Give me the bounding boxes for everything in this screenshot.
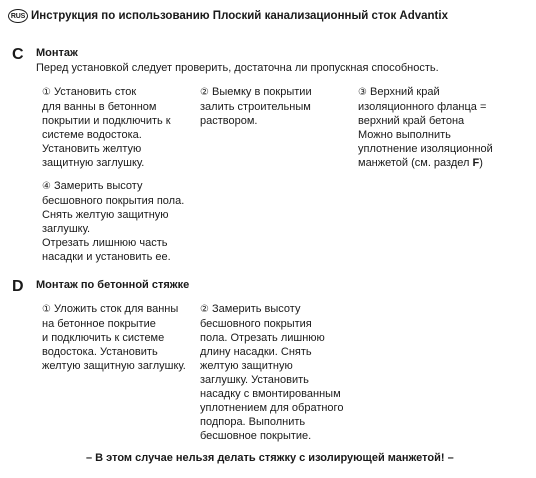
step-line: длину насадки. Снять — [200, 346, 312, 358]
step-line: подпора. Выполнить — [200, 416, 306, 428]
step-line-text: манжетой (см. раздел — [358, 157, 473, 169]
section-c-step-1 — [42, 85, 171, 170]
step-number: ③ — [358, 87, 367, 98]
warning-note: – В этом случае нельзя делать стяжку с изолирующей манжетой! – — [86, 452, 454, 464]
section-c-step-3 — [358, 85, 493, 170]
section-d-title: Монтаж по бетонной стяжке — [36, 279, 190, 291]
step-line: и подключить к системе — [42, 332, 165, 344]
step-line: Установить сток — [54, 86, 137, 98]
step-line: Замерить высоту — [212, 303, 301, 315]
section-c-step-2 — [200, 85, 312, 128]
step-line: пола. Отрезать лишнюю — [200, 332, 325, 344]
step-line: залить строительным — [200, 101, 311, 113]
section-reference: F — [472, 157, 480, 169]
step-line: уплотнением для обратного — [200, 402, 344, 414]
section-c-intro: Перед установкой следует проверить, достаточна ли пропускная способность. — [36, 62, 439, 74]
step-line-end: ) — [479, 157, 483, 169]
step-line: насадки и установить ее. — [42, 251, 171, 263]
language-badge: RUS — [8, 9, 28, 23]
step-line: для ванны в бетонном — [42, 101, 157, 113]
step-line: водостока. Установить — [42, 346, 158, 358]
step-line: Выемку в покрытии — [212, 86, 312, 98]
step-line: Отрезать лишнюю часть — [42, 237, 168, 249]
step-line: Установить желтую — [42, 143, 142, 155]
step-line: Снять желтую защитную — [42, 209, 169, 221]
step-line: системе водостока. — [42, 129, 142, 141]
step-line: Верхний край — [370, 86, 440, 98]
step-line: заглушку. — [42, 223, 91, 235]
step-number: ② — [200, 304, 209, 315]
step-line: Уложить сток для ванны — [54, 303, 179, 315]
section-d-step-1 — [42, 302, 186, 373]
document-header — [8, 9, 448, 23]
step-line: насадку с вмонтированным — [200, 388, 341, 400]
step-line: желтую защитную заглушку. — [42, 360, 186, 372]
step-line: раствором. — [200, 115, 258, 127]
step-line: бесшовного покрытия пола. — [42, 195, 185, 207]
step-number: ② — [200, 87, 209, 98]
document-title: Инструкция по использованию Плоский канализационный сток Advantix — [31, 10, 448, 22]
step-line: покрытии и подключить к — [42, 115, 171, 127]
section-c-title: Монтаж — [36, 47, 78, 59]
step-line: Можно выполнить — [358, 129, 451, 141]
step-line-ref — [358, 156, 493, 170]
step-line: Замерить высоту — [54, 180, 143, 192]
step-number: ① — [42, 87, 51, 98]
step-line: изоляционного фланца = — [358, 101, 487, 113]
step-line: заглушку. Установить — [200, 374, 309, 386]
section-c-letter: C — [12, 46, 24, 63]
section-c-step-4 — [42, 179, 184, 264]
step-line: на бетонное покрытие — [42, 318, 156, 330]
step-number: ④ — [42, 181, 51, 192]
step-line: уплотнение изоляционной — [358, 143, 493, 155]
step-line: защитную заглушку. — [42, 157, 145, 169]
section-d-step-2 — [200, 302, 343, 443]
step-line: желтую защитную — [200, 360, 293, 372]
step-number: ① — [42, 304, 51, 315]
step-line: бесшовное покрытие. — [200, 430, 312, 442]
step-line: верхний край бетона — [358, 115, 465, 127]
section-d-letter: D — [12, 278, 24, 295]
step-line: бесшовного покрытия — [200, 318, 312, 330]
